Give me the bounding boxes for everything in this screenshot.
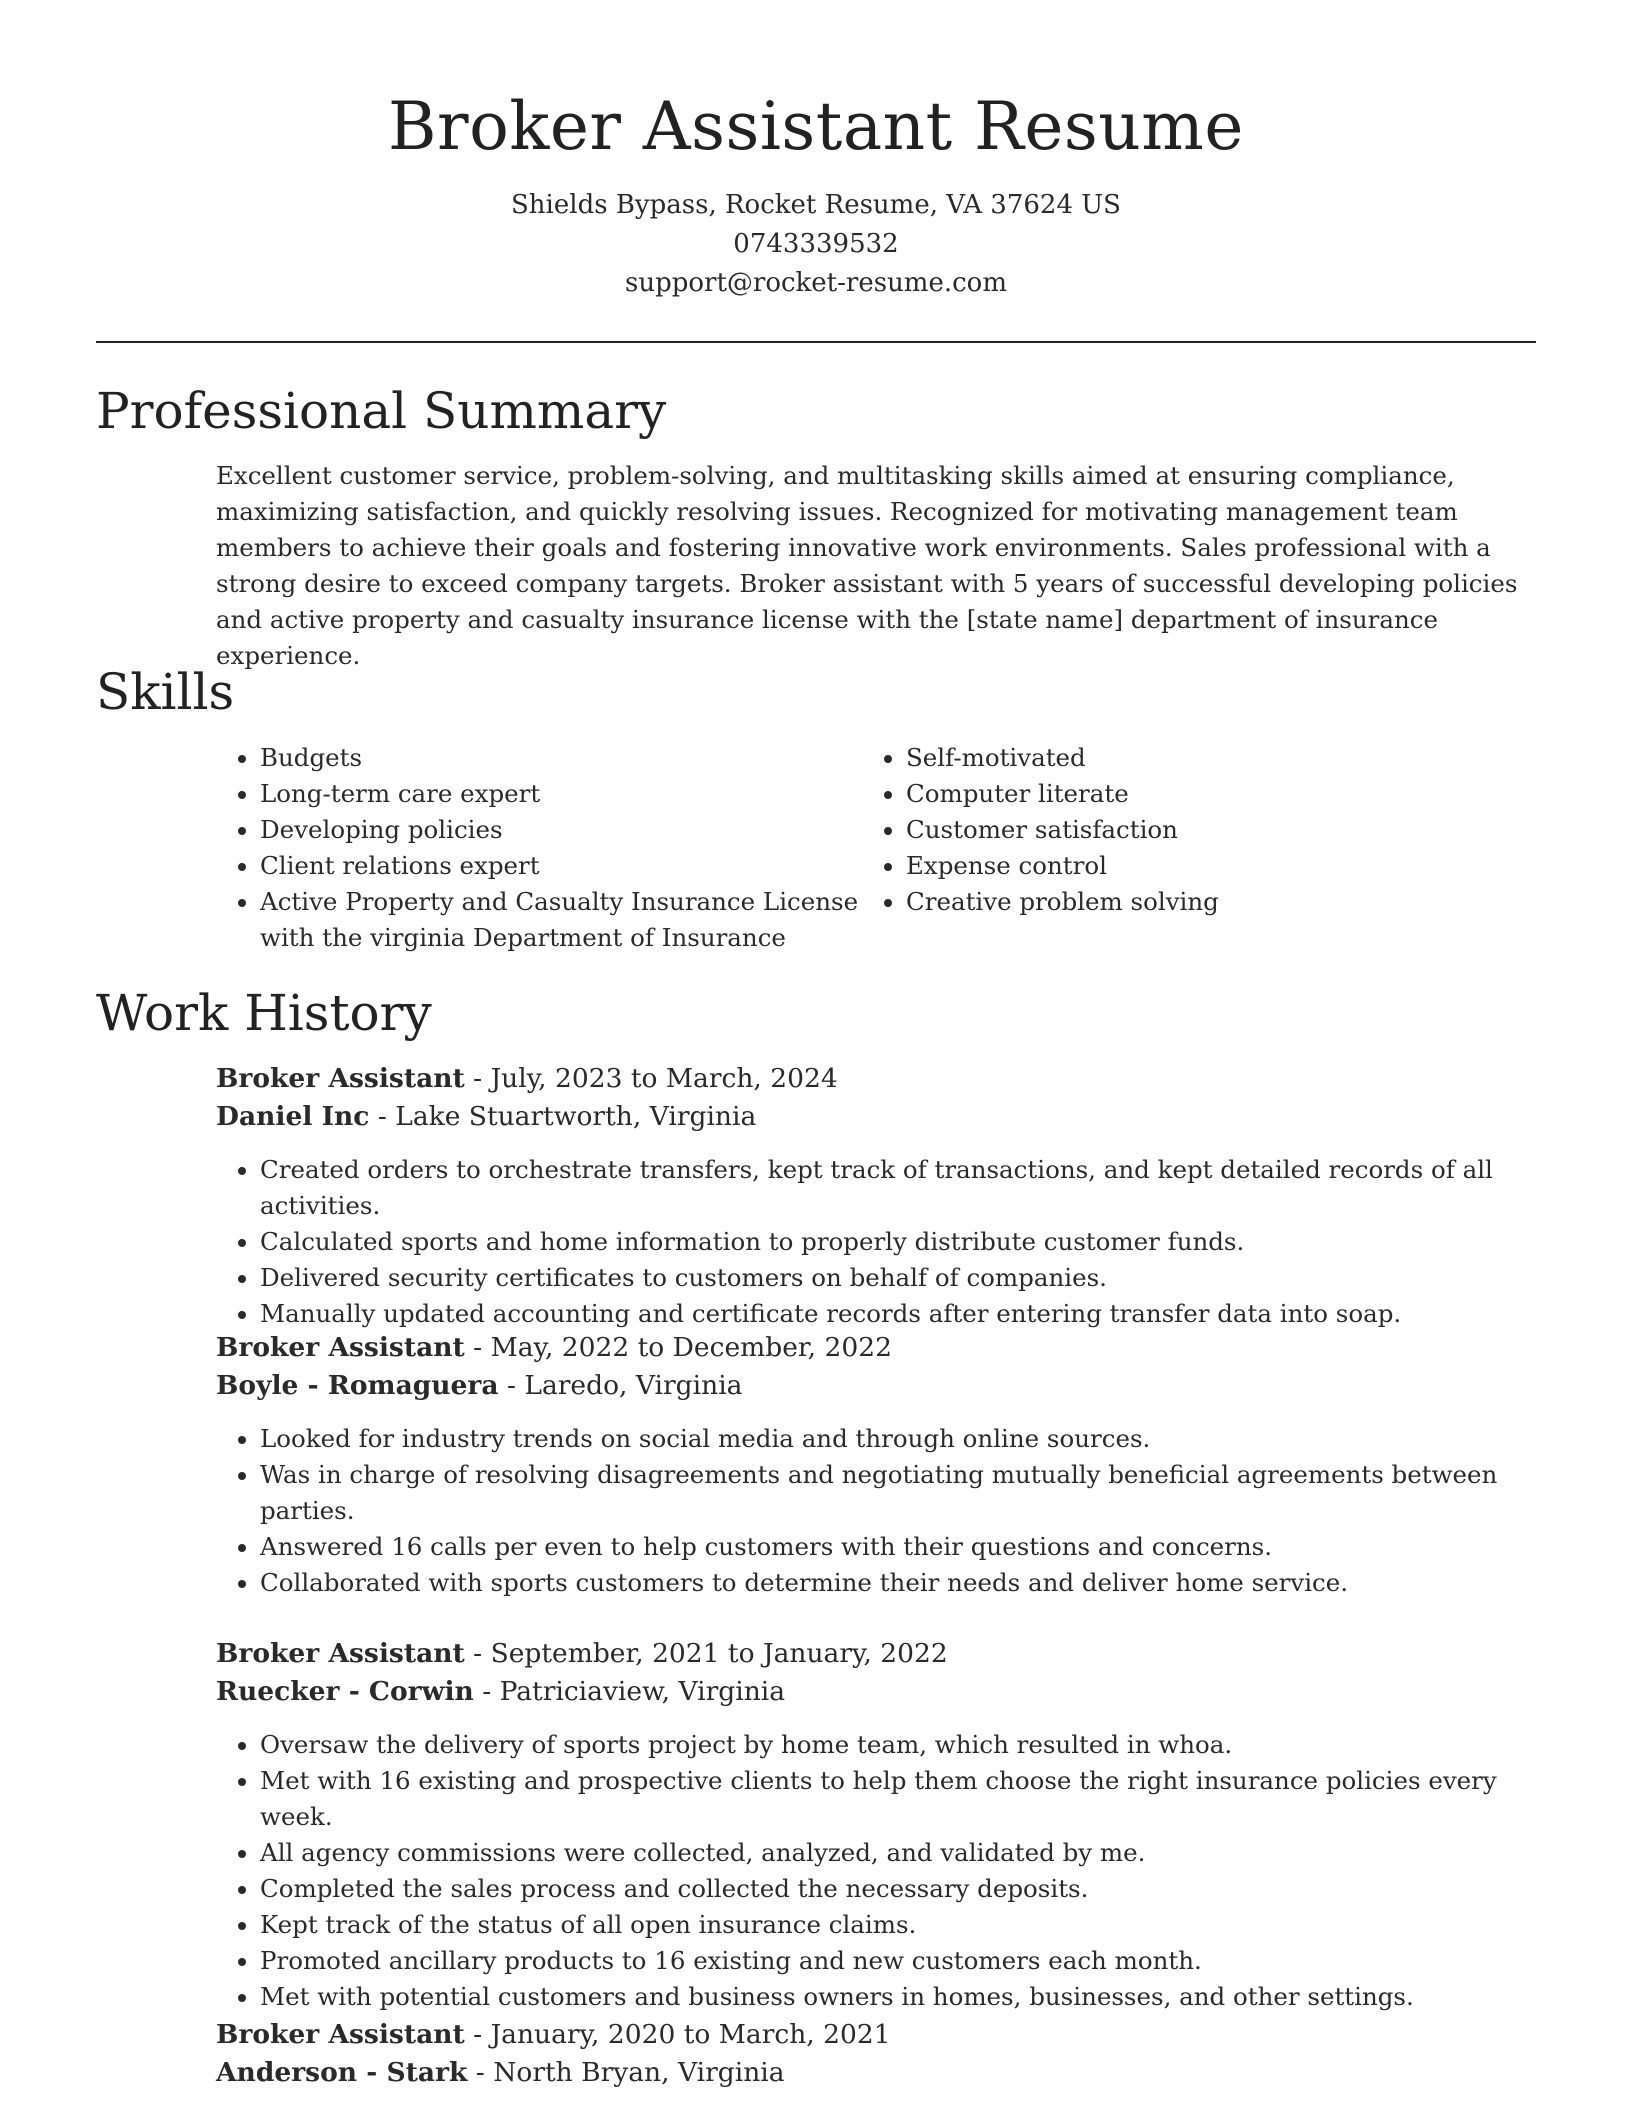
company-line: Ruecker - Corwin - Patriciaview, Virginia xyxy=(216,1676,786,1707)
skill-item: • Expense control xyxy=(906,848,1546,884)
company-name: Daniel Inc xyxy=(216,1101,370,1132)
job-bullet: • Calculated sports and home information to properly distribute customer funds. xyxy=(260,1224,1546,1260)
summary-heading: Professional Summary xyxy=(96,382,667,440)
company-name: Boyle - Romaguera xyxy=(216,1370,499,1401)
company-location: Lake Stuartworth, Virginia xyxy=(395,1101,757,1132)
company-line: Daniel Inc - Lake Stuartworth, Virginia xyxy=(216,1101,757,1132)
summary-section xyxy=(216,458,1546,674)
skill-item: • Developing policies xyxy=(260,812,880,848)
skills-column-left xyxy=(216,740,880,956)
job-dates: January, 2020 to March, 2021 xyxy=(490,2019,891,2050)
job-bullets xyxy=(216,1421,1546,1601)
job-bullet: • Met with potential customers and business owners in homes, businesses, and other settings. xyxy=(260,1979,1546,2015)
resume-title: Broker Assistant Resume xyxy=(388,88,1244,165)
skill-item: • Client relations expert xyxy=(260,848,880,884)
header-divider xyxy=(96,341,1536,343)
job-bullet: • Created orders to orchestrate transfers, kept track of transactions, and kept detailed records of all activities. xyxy=(260,1152,1546,1224)
job-entry xyxy=(216,1329,1546,1601)
skills-heading: Skills xyxy=(96,663,235,721)
skill-item: • Self-motivated xyxy=(906,740,1546,776)
job-bullet: • Completed the sales process and collected the necessary deposits. xyxy=(260,1871,1546,1907)
skill-item: • Computer literate xyxy=(906,776,1546,812)
skill-item: • Active Property and Casualty Insurance License with the virginia Department of Insurance xyxy=(260,884,880,956)
job-title-line: Broker Assistant - September, 2021 to January, 2022 xyxy=(216,1638,948,1669)
address: Shields Bypass, Rocket Resume, VA 37624 US xyxy=(511,190,1121,220)
job-bullet: • All agency commissions were collected, analyzed, and validated by me. xyxy=(260,1835,1546,1871)
job-role: Broker Assistant xyxy=(216,2019,465,2050)
email: support@rocket-resume.com xyxy=(624,268,1007,298)
job-bullet: • Answered 16 calls per even to help customers with their questions and concerns. xyxy=(260,1529,1546,1565)
job-dates: September, 2021 to January, 2022 xyxy=(490,1638,948,1669)
job-bullets xyxy=(216,1152,1546,1332)
job-role: Broker Assistant xyxy=(216,1332,465,1363)
company-name: Anderson - Stark xyxy=(216,2057,468,2088)
skill-item: • Creative problem solving xyxy=(906,884,1546,920)
job-entry xyxy=(216,1060,1546,1332)
company-line: Boyle - Romaguera - Laredo, Virginia xyxy=(216,1370,743,1401)
resume-header xyxy=(96,82,1536,303)
work-history-heading: Work History xyxy=(96,984,432,1042)
job-bullet: • Promoted ancillary products to 16 existing and new customers each month. xyxy=(260,1943,1546,1979)
phone: 0743339532 xyxy=(733,229,899,259)
job-entry xyxy=(216,2016,1546,2092)
job-bullet: • Kept track of the status of all open insurance claims. xyxy=(260,1907,1546,1943)
job-title-line: Broker Assistant - July, 2023 to March, 2024 xyxy=(216,1063,838,1094)
job-dates: July, 2023 to March, 2024 xyxy=(490,1063,838,1094)
company-name: Ruecker - Corwin xyxy=(216,1676,474,1707)
company-location: Laredo, Virginia xyxy=(524,1370,743,1401)
job-entry xyxy=(216,1635,1546,2015)
company-line: Anderson - Stark - North Bryan, Virginia xyxy=(216,2057,785,2088)
job-title-line: Broker Assistant - January, 2020 to March, 2021 xyxy=(216,2019,891,2050)
job-role: Broker Assistant xyxy=(216,1063,465,1094)
skill-item: • Long-term care expert xyxy=(260,776,880,812)
job-bullets xyxy=(216,1727,1546,2015)
job-dates: May, 2022 to December, 2022 xyxy=(490,1332,892,1363)
job-role: Broker Assistant xyxy=(216,1638,465,1669)
job-bullet: • Oversaw the delivery of sports project by home team, which resulted in whoa. xyxy=(260,1727,1546,1763)
skill-item: • Customer satisfaction xyxy=(906,812,1546,848)
contact-block xyxy=(96,186,1536,303)
job-bullet: • Looked for industry trends on social media and through online sources. xyxy=(260,1421,1546,1457)
skill-item: • Budgets xyxy=(260,740,880,776)
job-bullet: • Met with 16 existing and prospective clients to help them choose the right insurance policies every week. xyxy=(260,1763,1546,1835)
job-bullet: • Manually updated accounting and certificate records after entering transfer data into soap. xyxy=(260,1296,1546,1332)
skills-column-right xyxy=(862,740,1546,920)
job-bullet: • Collaborated with sports customers to determine their needs and deliver home service. xyxy=(260,1565,1546,1601)
job-bullet: • Delivered security certificates to customers on behalf of companies. xyxy=(260,1260,1546,1296)
summary-text: Excellent customer service, problem-solving, and multitasking skills aimed at ensuring compliance, maximizing satisfaction, and quickly resolving issues. Recognized for motivating management team members to achieve their goals and fostering innovative work environments. Sales professional with a strong desire to exceed company targets. Broker assistant with 5 years of successful developing policies and active property and casualty insurance license with the [state name] department of insurance experience. xyxy=(216,461,1518,670)
company-location: Patriciaview, Virginia xyxy=(499,1676,786,1707)
job-bullet: • Was in charge of resolving disagreements and negotiating mutually beneficial agreements between parties. xyxy=(260,1457,1546,1529)
job-title-line: Broker Assistant - May, 2022 to December, 2022 xyxy=(216,1332,892,1363)
company-location: North Bryan, Virginia xyxy=(493,2057,785,2088)
